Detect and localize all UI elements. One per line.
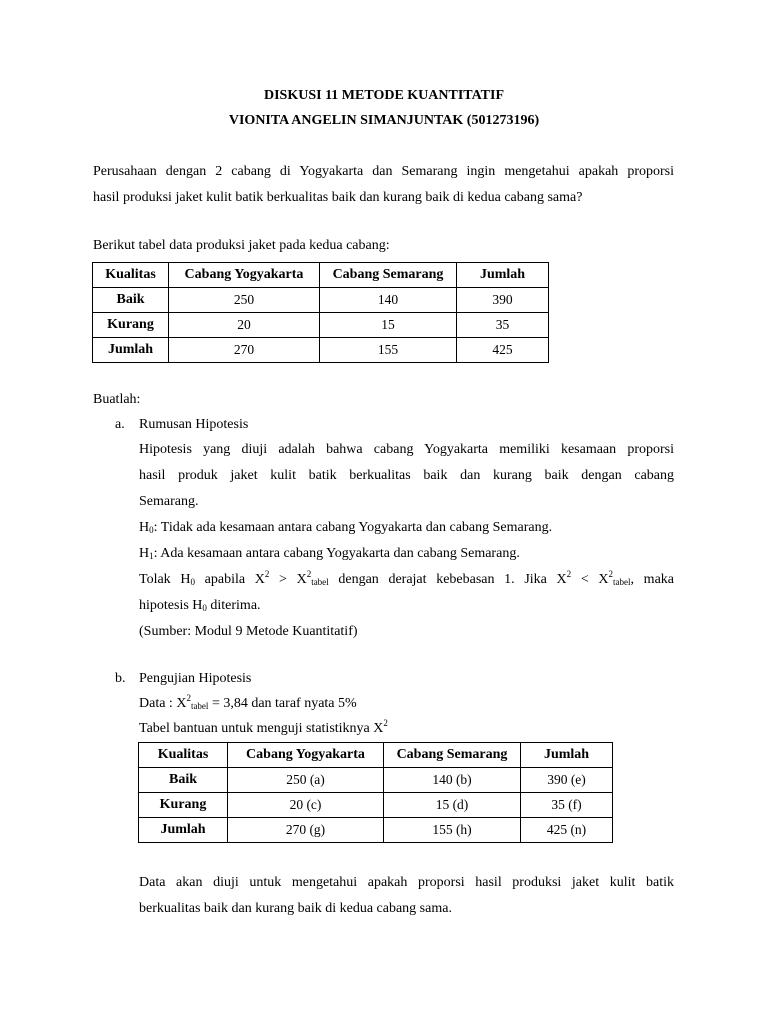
source-note: (Sumber: Modul 9 Metode Kuantitatif) — [139, 624, 358, 639]
null-hypothesis: $H_0$: Tidak ada kesamaan antara cabang Yogyakarta dan cabang Semarang. — [139, 520, 553, 535]
section-a-body — [139, 437, 674, 645]
table-cell: 35 (f) — [521, 793, 613, 818]
data-line: Data : $X^2_{tabel} = 3,84$ dan taraf nyata 5% — [139, 693, 357, 711]
table-header-cell: Cabang Yogyakarta — [228, 743, 384, 768]
table-cell: 35 — [457, 313, 549, 338]
document-author: VIONITA ANGELIN SIMANJUNTAK (501273196) — [228, 113, 540, 128]
table-cell: 390 — [457, 288, 549, 313]
table-header-cell: Kualitas — [139, 743, 228, 768]
table-cell: 390 (e) — [521, 768, 613, 793]
table-cell: 140 (b) — [384, 768, 521, 793]
table-row — [93, 313, 549, 338]
table-cell: 15 (d) — [384, 793, 521, 818]
section-a-marker: a. — [115, 417, 125, 432]
rejection-rule: Tolak $H_0$ apabila $X^2 > X^2_{tabel}$ dengan derajat kebebasan 1. Jika $X^2 < X^2_{tabel}$, maka — [139, 569, 674, 587]
table-header-cell: Jumlah — [521, 743, 613, 768]
table-row — [93, 338, 549, 363]
table-cell: 270 (g) — [228, 818, 384, 843]
table-cell: 20 (c) — [228, 793, 384, 818]
table-header-cell: Kualitas — [93, 263, 169, 288]
row-label: Baik — [93, 288, 169, 313]
table-cell: 270 — [169, 338, 320, 363]
table-row — [139, 793, 613, 818]
helper-table — [138, 742, 613, 843]
alternative-hypothesis: $H_1$: Ada kesamaan antara cabang Yogyakarta dan cabang Semarang. — [139, 546, 520, 561]
closing-line-1: Data akan diuji untuk mengetahui apakah proporsi hasil produksi jaket kulit batik — [139, 875, 674, 890]
acceptance-rule: hipotesis $H_0$ diterima. — [139, 598, 261, 613]
table-row — [93, 288, 549, 313]
table-header-row — [139, 743, 613, 768]
section-b-title: Pengujian Hipotesis — [139, 671, 252, 686]
row-label: Baik — [139, 768, 228, 793]
row-label: Jumlah — [93, 338, 169, 363]
table-row — [139, 818, 613, 843]
table-cell: 140 — [320, 288, 457, 313]
intro-line-1: Perusahaan dengan 2 cabang di Yogyakarta dan Semarang ingin mengetahui apakah proporsi — [93, 164, 674, 179]
section-a-line-1: Hipotesis yang diuji adalah bahwa cabang Yogyakarta memiliki kesamaan proporsi — [139, 442, 674, 457]
document-title: DISKUSI 11 METODE KUANTITATIF — [264, 88, 504, 103]
row-label: Jumlah — [139, 818, 228, 843]
closing-paragraph — [139, 870, 674, 922]
table-header-cell: Cabang Semarang — [384, 743, 521, 768]
section-a-line-2: hasil produk jaket kulit batik berkualitas baik dan kurang baik dengan cabang — [139, 468, 674, 483]
table1-caption: Berikut tabel data produksi jaket pada kedua cabang: — [93, 238, 390, 253]
table-cell: 250 — [169, 288, 320, 313]
table-row — [139, 768, 613, 793]
intro-line-2: hasil produksi jaket kulit batik berkualitas baik dan kurang baik di kedua cabang sama? — [93, 190, 583, 205]
row-label: Kurang — [139, 793, 228, 818]
section-a-title: Rumusan Hipotesis — [139, 417, 249, 432]
row-label: Kurang — [93, 313, 169, 338]
table-cell: 425 (n) — [521, 818, 613, 843]
table-cell: 425 — [457, 338, 549, 363]
intro-paragraph — [93, 159, 674, 211]
closing-line-2: berkualitas baik dan kurang baik di kedua cabang sama. — [139, 901, 452, 916]
table-header-row — [93, 263, 549, 288]
table-header-cell: Jumlah — [457, 263, 549, 288]
table-cell: 155 (h) — [384, 818, 521, 843]
table-cell: 155 — [320, 338, 457, 363]
helper-table-caption: Tabel bantuan untuk menguji statistiknya $X^2$ — [139, 718, 388, 736]
table-header-cell: Cabang Semarang — [320, 263, 457, 288]
section-b-marker: b. — [115, 671, 126, 686]
buatlah-label: Buatlah: — [93, 392, 141, 407]
table-header-cell: Cabang Yogyakarta — [169, 263, 320, 288]
table-cell: 250 (a) — [228, 768, 384, 793]
production-table — [92, 262, 549, 363]
table-cell: 20 — [169, 313, 320, 338]
table-cell: 15 — [320, 313, 457, 338]
section-a-line-3: Semarang. — [139, 494, 199, 509]
